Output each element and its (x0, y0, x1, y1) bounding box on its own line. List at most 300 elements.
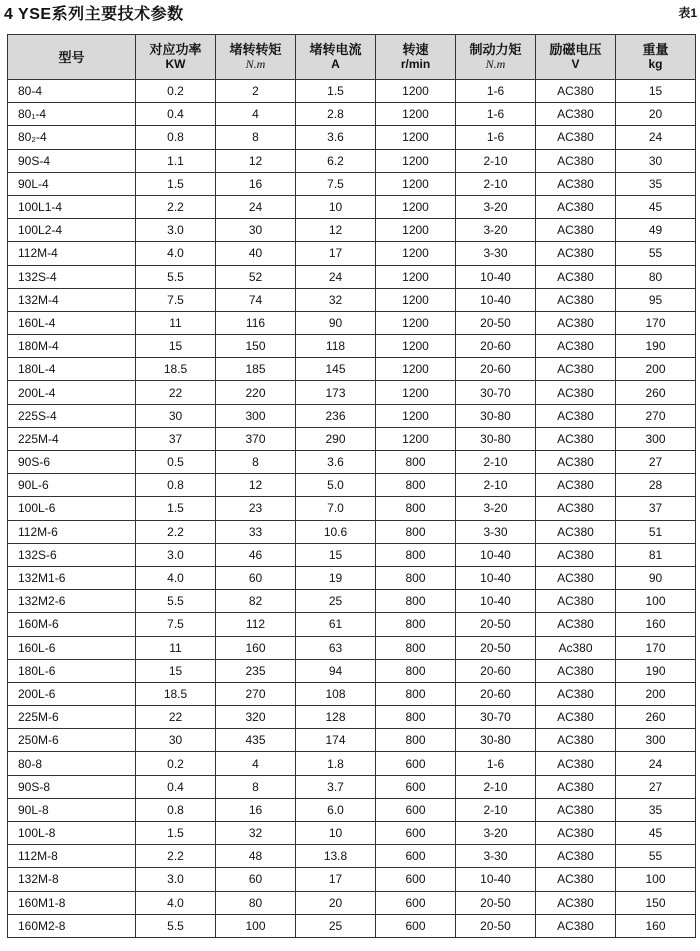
cell-excitation-voltage: AC380 (536, 798, 616, 821)
cell-brake-torque: 20-50 (456, 914, 536, 937)
cell-locked-torque: 52 (216, 265, 296, 288)
table-header (8, 35, 696, 80)
cell-weight: 80 (616, 265, 696, 288)
cell-locked-current: 10 (296, 195, 376, 218)
cell-locked-torque: 24 (216, 195, 296, 218)
table-row (8, 822, 696, 845)
cell-speed: 1200 (376, 358, 456, 381)
cell-locked-torque: 370 (216, 427, 296, 450)
cell-weight: 100 (616, 590, 696, 613)
cell-excitation-voltage: AC380 (536, 126, 616, 149)
cell-speed: 800 (376, 590, 456, 613)
cell-power: 2.2 (136, 520, 216, 543)
cell-locked-torque: 8 (216, 775, 296, 798)
cell-power: 37 (136, 427, 216, 450)
cell-locked-current: 6.2 (296, 149, 376, 172)
cell-brake-torque: 10-40 (456, 288, 536, 311)
cell-excitation-voltage: AC380 (536, 659, 616, 682)
header-label: 重量 (642, 42, 669, 57)
table-row (8, 404, 696, 427)
header-locked-torque (216, 35, 296, 80)
cell-brake-torque: 2-10 (456, 474, 536, 497)
cell-locked-torque: 2 (216, 80, 296, 103)
cell-weight: 35 (616, 798, 696, 821)
cell-weight: 45 (616, 822, 696, 845)
cell-brake-torque: 3-20 (456, 822, 536, 845)
cell-model: 225M-6 (8, 706, 136, 729)
cell-weight: 81 (616, 543, 696, 566)
cell-locked-torque: 40 (216, 242, 296, 265)
cell-speed: 800 (376, 566, 456, 589)
cell-locked-torque: 4 (216, 752, 296, 775)
cell-brake-torque: 20-50 (456, 311, 536, 334)
table-row (8, 427, 696, 450)
cell-locked-current: 25 (296, 590, 376, 613)
cell-brake-torque: 20-60 (456, 659, 536, 682)
cell-locked-current: 24 (296, 265, 376, 288)
cell-locked-torque: 4 (216, 103, 296, 126)
cell-weight: 24 (616, 126, 696, 149)
spec-table (7, 34, 696, 938)
cell-locked-torque: 12 (216, 474, 296, 497)
table-row (8, 80, 696, 103)
cell-weight: 15 (616, 80, 696, 103)
header-unit: A (331, 57, 340, 71)
table-row (8, 891, 696, 914)
table-row (8, 566, 696, 589)
cell-excitation-voltage: AC380 (536, 543, 616, 566)
cell-weight: 300 (616, 729, 696, 752)
cell-locked-torque: 8 (216, 126, 296, 149)
cell-locked-torque: 46 (216, 543, 296, 566)
cell-speed: 1200 (376, 404, 456, 427)
cell-speed: 1200 (376, 335, 456, 358)
cell-speed: 1200 (376, 381, 456, 404)
cell-model: 200L-6 (8, 682, 136, 705)
cell-locked-torque: 60 (216, 566, 296, 589)
cell-brake-torque: 1-6 (456, 80, 536, 103)
cell-power: 15 (136, 335, 216, 358)
cell-locked-current: 290 (296, 427, 376, 450)
cell-speed: 1200 (376, 265, 456, 288)
cell-brake-torque: 30-80 (456, 404, 536, 427)
cell-speed: 600 (376, 845, 456, 868)
cell-speed: 1200 (376, 195, 456, 218)
cell-excitation-voltage: AC380 (536, 682, 616, 705)
cell-locked-current: 90 (296, 311, 376, 334)
cell-model: 112M-8 (8, 845, 136, 868)
cell-weight: 51 (616, 520, 696, 543)
cell-power: 0.2 (136, 752, 216, 775)
cell-speed: 1200 (376, 172, 456, 195)
cell-locked-current: 15 (296, 543, 376, 566)
table-row (8, 381, 696, 404)
cell-locked-current: 12 (296, 219, 376, 242)
cell-power: 1.1 (136, 149, 216, 172)
cell-brake-torque: 3-20 (456, 497, 536, 520)
cell-model: 160M1-8 (8, 891, 136, 914)
cell-locked-torque: 270 (216, 682, 296, 705)
table-row (8, 590, 696, 613)
table-row (8, 103, 696, 126)
cell-speed: 800 (376, 659, 456, 682)
cell-locked-current: 145 (296, 358, 376, 381)
cell-brake-torque: 2-10 (456, 798, 536, 821)
cell-weight: 100 (616, 868, 696, 891)
cell-locked-torque: 48 (216, 845, 296, 868)
cell-weight: 95 (616, 288, 696, 311)
cell-excitation-voltage: AC380 (536, 868, 616, 891)
cell-locked-torque: 116 (216, 311, 296, 334)
table-row (8, 288, 696, 311)
cell-model: 100L-8 (8, 822, 136, 845)
cell-model: 180L-4 (8, 358, 136, 381)
cell-speed: 800 (376, 636, 456, 659)
cell-speed: 800 (376, 706, 456, 729)
cell-speed: 1200 (376, 427, 456, 450)
cell-weight: 30 (616, 149, 696, 172)
cell-locked-torque: 220 (216, 381, 296, 404)
cell-power: 15 (136, 659, 216, 682)
cell-excitation-voltage: AC380 (536, 288, 616, 311)
cell-speed: 600 (376, 752, 456, 775)
table-row (8, 335, 696, 358)
cell-brake-torque: 30-70 (456, 381, 536, 404)
cell-speed: 1200 (376, 80, 456, 103)
cell-locked-current: 236 (296, 404, 376, 427)
cell-power: 11 (136, 636, 216, 659)
cell-brake-torque: 20-50 (456, 636, 536, 659)
table-tag: 表1 (678, 6, 697, 20)
table-row (8, 520, 696, 543)
cell-power: 0.2 (136, 80, 216, 103)
cell-power: 30 (136, 404, 216, 427)
cell-weight: 190 (616, 335, 696, 358)
cell-excitation-voltage: AC380 (536, 914, 616, 937)
cell-model: 225S-4 (8, 404, 136, 427)
table-row (8, 543, 696, 566)
header-unit: V (571, 57, 580, 71)
cell-brake-torque: 2-10 (456, 451, 536, 474)
cell-model: 132M-4 (8, 288, 136, 311)
cell-power: 5.5 (136, 914, 216, 937)
cell-model: 80₁-4 (8, 103, 136, 126)
table-row (8, 682, 696, 705)
cell-weight: 49 (616, 219, 696, 242)
cell-locked-torque: 150 (216, 335, 296, 358)
cell-speed: 800 (376, 613, 456, 636)
cell-power: 1.5 (136, 497, 216, 520)
cell-locked-current: 108 (296, 682, 376, 705)
cell-power: 2.2 (136, 845, 216, 868)
cell-excitation-voltage: AC380 (536, 427, 616, 450)
cell-weight: 260 (616, 381, 696, 404)
header-locked-current (296, 35, 376, 80)
cell-model: 200L-4 (8, 381, 136, 404)
cell-brake-torque: 10-40 (456, 543, 536, 566)
cell-model: 80-8 (8, 752, 136, 775)
cell-brake-torque: 3-30 (456, 520, 536, 543)
cell-power: 5.5 (136, 265, 216, 288)
cell-model: 90L-4 (8, 172, 136, 195)
cell-locked-current: 5.0 (296, 474, 376, 497)
cell-weight: 27 (616, 775, 696, 798)
cell-locked-torque: 100 (216, 914, 296, 937)
table-row (8, 659, 696, 682)
cell-locked-torque: 30 (216, 219, 296, 242)
cell-brake-torque: 20-50 (456, 891, 536, 914)
cell-locked-current: 63 (296, 636, 376, 659)
cell-excitation-voltage: AC380 (536, 520, 616, 543)
header-label: 堵转电流 (309, 42, 362, 57)
cell-brake-torque: 3-20 (456, 195, 536, 218)
cell-locked-torque: 23 (216, 497, 296, 520)
cell-speed: 800 (376, 520, 456, 543)
table-row (8, 613, 696, 636)
cell-excitation-voltage: AC380 (536, 729, 616, 752)
cell-model: 160L-6 (8, 636, 136, 659)
cell-locked-torque: 12 (216, 149, 296, 172)
cell-speed: 600 (376, 914, 456, 937)
cell-locked-current: 10 (296, 822, 376, 845)
cell-locked-current: 6.0 (296, 798, 376, 821)
cell-model: 160M2-8 (8, 914, 136, 937)
cell-speed: 800 (376, 474, 456, 497)
cell-speed: 1200 (376, 103, 456, 126)
cell-weight: 200 (616, 682, 696, 705)
cell-speed: 1200 (376, 126, 456, 149)
cell-power: 7.5 (136, 288, 216, 311)
cell-locked-current: 94 (296, 659, 376, 682)
table-row (8, 914, 696, 937)
cell-model: 90S-6 (8, 451, 136, 474)
cell-weight: 160 (616, 914, 696, 937)
cell-model: 132M2-6 (8, 590, 136, 613)
cell-brake-torque: 20-60 (456, 358, 536, 381)
cell-weight: 150 (616, 891, 696, 914)
cell-model: 100L2-4 (8, 219, 136, 242)
cell-locked-current: 1.8 (296, 752, 376, 775)
cell-power: 2.2 (136, 195, 216, 218)
cell-locked-current: 10.6 (296, 520, 376, 543)
cell-model: 100L1-4 (8, 195, 136, 218)
cell-locked-torque: 32 (216, 822, 296, 845)
cell-excitation-voltage: AC380 (536, 265, 616, 288)
spec-table-container (7, 34, 695, 938)
cell-weight: 24 (616, 752, 696, 775)
cell-weight: 45 (616, 195, 696, 218)
cell-power: 18.5 (136, 682, 216, 705)
cell-weight: 20 (616, 103, 696, 126)
cell-model: 112M-6 (8, 520, 136, 543)
cell-locked-current: 17 (296, 242, 376, 265)
header-label: 对应功率 (149, 42, 202, 57)
header-label: 堵转转矩 (229, 42, 282, 57)
cell-excitation-voltage: AC380 (536, 752, 616, 775)
page-title: 4 YSE系列主要技术参数 (4, 6, 184, 23)
cell-locked-torque: 235 (216, 659, 296, 682)
cell-power: 11 (136, 311, 216, 334)
cell-power: 0.8 (136, 126, 216, 149)
cell-weight: 260 (616, 706, 696, 729)
cell-model: 90L-8 (8, 798, 136, 821)
cell-model: 132S-4 (8, 265, 136, 288)
header-unit: r/min (400, 57, 431, 71)
cell-power: 0.8 (136, 798, 216, 821)
cell-power: 18.5 (136, 358, 216, 381)
cell-excitation-voltage: AC380 (536, 195, 616, 218)
cell-brake-torque: 10-40 (456, 590, 536, 613)
cell-power: 22 (136, 381, 216, 404)
table-row (8, 265, 696, 288)
cell-locked-current: 7.0 (296, 497, 376, 520)
table-row (8, 729, 696, 752)
cell-locked-current: 2.8 (296, 103, 376, 126)
cell-excitation-voltage: AC380 (536, 497, 616, 520)
cell-locked-current: 1.5 (296, 80, 376, 103)
cell-locked-torque: 60 (216, 868, 296, 891)
cell-speed: 800 (376, 682, 456, 705)
cell-model: 250M-6 (8, 729, 136, 752)
cell-speed: 600 (376, 822, 456, 845)
cell-brake-torque: 1-6 (456, 103, 536, 126)
cell-speed: 600 (376, 775, 456, 798)
table-row (8, 195, 696, 218)
cell-brake-torque: 3-30 (456, 242, 536, 265)
cell-weight: 55 (616, 845, 696, 868)
header-power (136, 35, 216, 80)
table-row (8, 497, 696, 520)
cell-model: 132M-8 (8, 868, 136, 891)
cell-locked-torque: 185 (216, 358, 296, 381)
cell-locked-current: 20 (296, 891, 376, 914)
cell-model: 160L-4 (8, 311, 136, 334)
header-label: 励磁电压 (549, 42, 602, 57)
cell-brake-torque: 10-40 (456, 868, 536, 891)
cell-power: 1.5 (136, 822, 216, 845)
cell-speed: 600 (376, 891, 456, 914)
table-row (8, 474, 696, 497)
table-row (8, 798, 696, 821)
header-label: 型号 (58, 49, 85, 65)
table-row (8, 868, 696, 891)
table-row (8, 451, 696, 474)
cell-locked-current: 128 (296, 706, 376, 729)
cell-locked-torque: 82 (216, 590, 296, 613)
cell-speed: 800 (376, 497, 456, 520)
cell-weight: 160 (616, 613, 696, 636)
cell-locked-torque: 112 (216, 613, 296, 636)
cell-locked-torque: 320 (216, 706, 296, 729)
cell-power: 0.8 (136, 474, 216, 497)
cell-excitation-voltage: AC380 (536, 891, 616, 914)
cell-locked-torque: 160 (216, 636, 296, 659)
cell-brake-torque: 2-10 (456, 775, 536, 798)
table-row (8, 775, 696, 798)
cell-power: 4.0 (136, 891, 216, 914)
cell-excitation-voltage: AC380 (536, 219, 616, 242)
cell-speed: 800 (376, 729, 456, 752)
cell-brake-torque: 30-80 (456, 427, 536, 450)
cell-power: 5.5 (136, 590, 216, 613)
cell-excitation-voltage: AC380 (536, 566, 616, 589)
cell-locked-current: 3.6 (296, 126, 376, 149)
cell-model: 225M-4 (8, 427, 136, 450)
cell-weight: 170 (616, 636, 696, 659)
cell-locked-torque: 300 (216, 404, 296, 427)
cell-power: 3.0 (136, 219, 216, 242)
cell-weight: 37 (616, 497, 696, 520)
table-row (8, 242, 696, 265)
cell-speed: 1200 (376, 311, 456, 334)
header-label: 制动力矩 (469, 42, 522, 57)
cell-excitation-voltage: AC380 (536, 613, 616, 636)
cell-model: 90L-6 (8, 474, 136, 497)
cell-brake-torque: 3-30 (456, 845, 536, 868)
cell-excitation-voltage: AC380 (536, 775, 616, 798)
table-row (8, 845, 696, 868)
cell-power: 4.0 (136, 566, 216, 589)
cell-excitation-voltage: AC380 (536, 474, 616, 497)
cell-locked-current: 25 (296, 914, 376, 937)
cell-excitation-voltage: AC380 (536, 80, 616, 103)
table-row (8, 706, 696, 729)
header-unit: kg (648, 57, 663, 71)
cell-brake-torque: 1-6 (456, 752, 536, 775)
cell-locked-torque: 8 (216, 451, 296, 474)
cell-power: 3.0 (136, 868, 216, 891)
cell-speed: 800 (376, 543, 456, 566)
cell-excitation-voltage: AC380 (536, 381, 616, 404)
cell-locked-current: 118 (296, 335, 376, 358)
cell-excitation-voltage: AC380 (536, 845, 616, 868)
cell-weight: 90 (616, 566, 696, 589)
header-unit: N.m (485, 57, 506, 71)
cell-locked-torque: 33 (216, 520, 296, 543)
table-row (8, 149, 696, 172)
cell-weight: 170 (616, 311, 696, 334)
cell-brake-torque: 20-60 (456, 682, 536, 705)
cell-speed: 1200 (376, 242, 456, 265)
header-model (8, 35, 136, 80)
cell-locked-current: 7.5 (296, 172, 376, 195)
cell-power: 30 (136, 729, 216, 752)
cell-excitation-voltage: AC380 (536, 451, 616, 474)
cell-locked-torque: 16 (216, 172, 296, 195)
cell-brake-torque: 2-10 (456, 172, 536, 195)
cell-brake-torque: 10-40 (456, 566, 536, 589)
cell-locked-current: 61 (296, 613, 376, 636)
table-row (8, 219, 696, 242)
cell-locked-current: 3.7 (296, 775, 376, 798)
cell-model: 180L-6 (8, 659, 136, 682)
table-row (8, 311, 696, 334)
cell-locked-current: 173 (296, 381, 376, 404)
cell-speed: 800 (376, 451, 456, 474)
cell-locked-torque: 16 (216, 798, 296, 821)
cell-model: 80-4 (8, 80, 136, 103)
cell-speed: 600 (376, 798, 456, 821)
header-speed (376, 35, 456, 80)
cell-locked-torque: 80 (216, 891, 296, 914)
cell-brake-torque: 20-60 (456, 335, 536, 358)
cell-model: 90S-4 (8, 149, 136, 172)
cell-power: 1.5 (136, 172, 216, 195)
cell-speed: 1200 (376, 219, 456, 242)
table-row (8, 358, 696, 381)
cell-power: 0.4 (136, 103, 216, 126)
cell-locked-torque: 74 (216, 288, 296, 311)
